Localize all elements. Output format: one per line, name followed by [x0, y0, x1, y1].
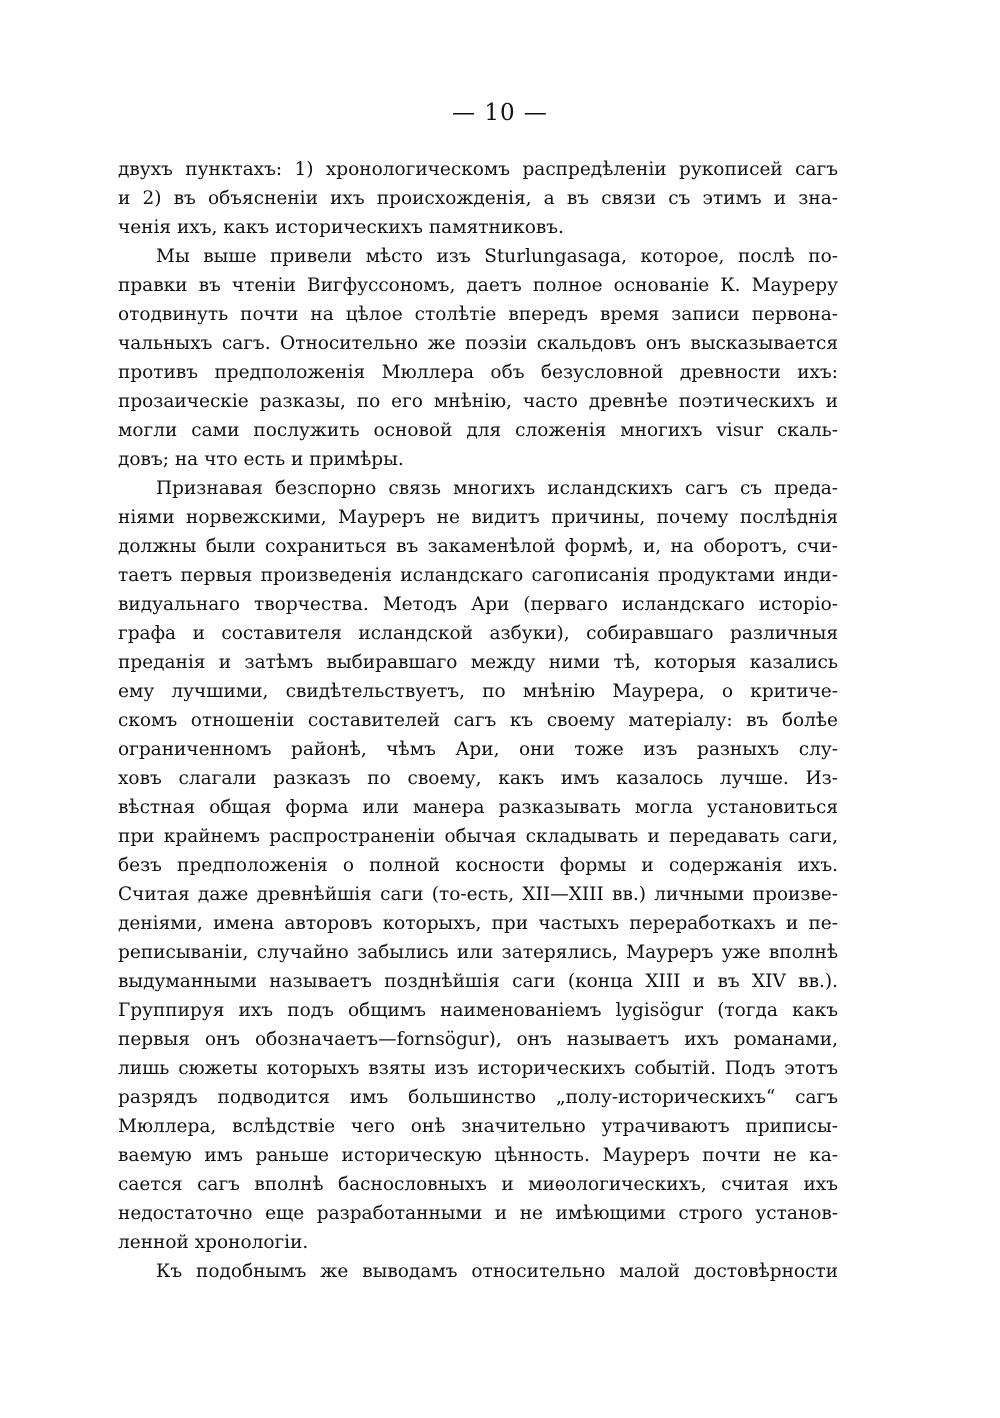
- text-line: разрядъ подводится имъ большинство „полу-историческихъ“ сагъ: [118, 1087, 838, 1108]
- text-line: прозаическіе разказы, по его мнѣнію, часто древнѣе поэтическихъ и: [118, 391, 838, 412]
- text-line: ограниченномъ районѣ, чѣмъ Ари, они тоже изъ разныхъ слу-: [118, 739, 838, 760]
- text-line: правки въ чтеніи Вигфуссономъ, даетъ полное основаніе К. Мауреру: [118, 275, 838, 296]
- text-line: деніями, имена авторовъ которыхъ, при частыхъ переработкахъ и пе-: [118, 913, 838, 934]
- text-line: ховъ слагали разказъ по своему, какъ имъ казалось лучше. Из-: [118, 768, 838, 789]
- text-line: таетъ первыя произведенія исландскаго сагописанія продуктами инди-: [118, 565, 838, 586]
- text-line: ченія ихъ, какъ историческихъ памятниковъ.: [118, 217, 564, 238]
- text-line: противъ предположенія Мюллера объ безусловной древности ихъ:: [118, 362, 838, 383]
- text-line: преданія и затѣмъ выбиравшаго между ними тѣ, которыя казались: [118, 652, 838, 673]
- text-line: видуальнаго творчества. Методъ Ари (перваго исландскаго исторіо-: [118, 594, 838, 615]
- text-line: ніями норвежскими, Мауреръ не видитъ причины, почему послѣднія: [118, 507, 838, 528]
- text-line: графа и составителя исландской азбуки), собиравшаго различныя: [118, 623, 838, 644]
- text-line: сается сагъ вполнѣ баснословныхъ и миѳологическихъ, считая ихъ: [118, 1174, 838, 1195]
- text-line: довъ; на что есть и примѣры.: [118, 449, 404, 470]
- paragraph-2: [118, 242, 838, 474]
- paragraph-3: [118, 474, 838, 1257]
- text-line: Считая даже древнѣйшія саги (то-есть, XII—XIII вв.) личными произве-: [118, 884, 838, 905]
- body-text: [118, 155, 838, 1286]
- text-line: скомъ отношеніи составителей сагъ къ своему матеріалу: въ болѣе: [118, 710, 838, 731]
- text-line: реписываніи, случайно забылись или затерялись, Мауреръ уже вполнѣ: [118, 942, 838, 963]
- text-line: ему лучшими, свидѣтельствуетъ, по мнѣнію Маурера, о критиче-: [118, 681, 838, 702]
- page-number: — 10 —: [452, 100, 548, 126]
- text-line: могли сами послужить основой для сложенія многихъ visur скаль-: [118, 420, 838, 441]
- text-line: безъ предположенія о полной косности формы и содержанія ихъ.: [118, 855, 838, 876]
- text-line: Мы выше привели мѣсто изъ Sturlungasaga, которое, послѣ по-: [156, 246, 838, 267]
- text-line: вѣстная общая форма или манера разказывать могла установиться: [118, 797, 838, 818]
- text-line: Признавая безспорно связь многихъ исландскихъ сагъ съ преда-: [156, 478, 838, 499]
- text-line: лишь сюжеты которыхъ взяты изъ историческихъ событій. Подъ этотъ: [118, 1058, 838, 1079]
- text-line: недостаточно еще разработанными и не имѣющими строго установ-: [118, 1203, 838, 1224]
- text-line: двухъ пунктахъ: 1) хронологическомъ распредѣленіи рукописей сагъ: [118, 159, 838, 180]
- text-line: Мюллера, вслѣдствіе чего онѣ значительно утрачиваютъ приписы-: [118, 1116, 838, 1137]
- text-line: при крайнемъ распространеніи обычая складывать и передавать саги,: [118, 826, 838, 847]
- text-line: чальныхъ сагъ. Относительно же поэзіи скальдовъ онъ высказывается: [118, 333, 838, 354]
- text-line: должны были сохраниться въ закаменѣлой формѣ, и, на оборотъ, счи-: [118, 536, 838, 557]
- text-line: Группируя ихъ подъ общимъ наименованіемъ lygisögur (тогда какъ: [118, 1000, 838, 1021]
- text-line: Къ подобнымъ же выводамъ относительно малой достовѣрности: [156, 1261, 838, 1282]
- text-line: первыя онъ обозначаетъ—fornsögur), онъ называетъ ихъ романами,: [118, 1029, 838, 1050]
- text-line: и 2) въ объясненіи ихъ происхожденія, а въ связи съ этимъ и зна-: [118, 188, 838, 209]
- text-line: ваемую имъ раньше историческую цѣнность. Мауреръ почти не ка-: [118, 1145, 838, 1166]
- text-line: выдуманными называетъ позднѣйшія саги (конца XIII и въ XIV вв.).: [118, 971, 838, 992]
- text-line: отодвинуть почти на цѣлое столѣтіе впередъ время записи первона-: [118, 304, 838, 325]
- paragraph-1: [118, 155, 838, 242]
- text-line: ленной хронологіи.: [118, 1232, 309, 1253]
- paragraph-4: [118, 1257, 838, 1286]
